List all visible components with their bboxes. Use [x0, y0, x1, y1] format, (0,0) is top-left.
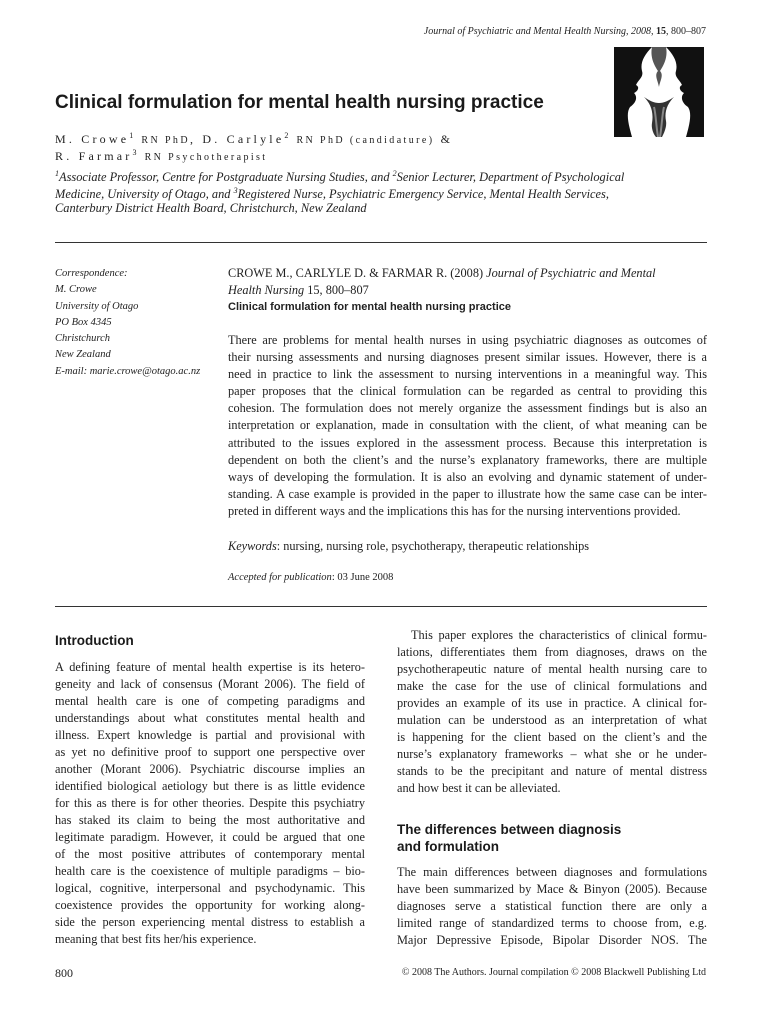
author-name: , D. Carlyle: [189, 132, 285, 146]
abstract-line: standing. A case example is provided in the paper to illustrate how the same case can be inter-: [228, 486, 707, 501]
body-line: legitimate paradigm. However, it could be argued that one: [55, 830, 365, 844]
journal-pages: , 800–807: [666, 26, 706, 37]
body-line: mental health care is one of competing paradigms and: [55, 694, 365, 708]
body-line: Major Depressive Episode, Bipolar Disorder NOS. The: [397, 933, 707, 947]
correspondence-email: E-mail: marie.crowe@otago.ac.nz: [55, 365, 201, 377]
citation-journal-cont: Health Nursing: [228, 283, 305, 297]
correspondence-line: PO Box 4345: [55, 316, 112, 328]
body-line: This paper explores the characteristics of clinical formu-: [411, 628, 707, 642]
correspondence-label: Correspondence:: [55, 268, 128, 279]
keywords-label: Keywords: [228, 539, 277, 553]
body-line: identified biological aetiology but there is as little evidence: [55, 779, 365, 793]
affiliation-line: [55, 199, 715, 217]
author-connector: &: [434, 132, 454, 146]
article-title: Clinical formulation for mental health nursing practice: [55, 92, 544, 113]
abstract-line: dependent on both the client’s and the nurse’s explanatory frameworks, there are multiple: [228, 452, 707, 467]
abstract-line: There are problems for mental health nurses in using psychiatric diagnoses as outcomes of: [228, 333, 707, 347]
body-line: stands to be the precipitant and nature of mental distress: [397, 764, 707, 778]
author-credentials: RN Psychotherapist: [139, 152, 268, 163]
citation-block: [228, 265, 708, 299]
body-line: illness. Expert knowledge is partial and provisional with: [55, 728, 365, 742]
correspondence-line: New Zealand: [55, 349, 111, 361]
abstract-line: preted in different ways and the implications this has for the nursing interventions provided.: [228, 503, 681, 518]
abstract: [228, 332, 707, 520]
body-line: logical, cognitive, interpersonal and psychodynamic. This: [55, 881, 365, 895]
body-line: mulation can be understood as an interpretation of what: [397, 713, 707, 727]
body-line: psychotherapeutic nature of mental health nursing care to: [397, 662, 707, 676]
body-line: limited range of standardized terms to choose from, e.g.: [397, 916, 707, 930]
body-line: diagnoses serve a statistical function there are only a: [397, 899, 707, 913]
author-credentials: RN PhD (candidature): [291, 135, 435, 146]
body-line: meaning that best fits her/his experience.: [55, 932, 257, 946]
abstract-line: paper proposes that the clinical formulation can be regarded as central to providing this: [228, 384, 707, 399]
body-line: lations, differentiates them from diagnoses, draws on the: [397, 645, 707, 659]
accepted-date: [228, 572, 393, 583]
body-line: understandings about what constitutes mental health and: [55, 711, 365, 725]
correspondence-block: [55, 266, 225, 380]
body-line: geneity and lack of consensus (Morant 2006). The field of: [55, 677, 365, 691]
running-header: [424, 26, 706, 37]
body-line: health care is the coexistence of multiple paradigms – bio-: [55, 864, 365, 878]
abstract-line: interpretation or explanation, made in consultation with the client, of what meaning can be: [228, 418, 707, 433]
page-number: 800: [55, 966, 73, 980]
citation-authors: CROWE M., CARLYLE D. & FARMAR R. (2008): [228, 266, 487, 280]
abstract-line: attributed to the issues explored in the assessment process. Because this interpretation is: [228, 435, 707, 450]
section-heading-introduction: Introduction: [55, 633, 134, 648]
citation-title: Clinical formulation for mental health nursing practice: [228, 301, 511, 313]
abstract-line: ways of developing the formulation. It is also an evolving and dynamic statement of under-: [228, 469, 707, 484]
body-line: and how best it can be alleviated.: [397, 781, 561, 795]
author-credentials: RN PhD: [136, 135, 190, 146]
author-superscript: 2: [284, 131, 292, 140]
body-line: provides an example of its use in practice. A clinical for-: [397, 696, 707, 710]
accepted-text: : 03 June 2008: [331, 572, 394, 583]
correspondence-line: Christchurch: [55, 333, 111, 345]
body-line: as yet no definitive proof to support one perspective over: [55, 745, 365, 759]
body-line: of the most positive attributes of contemporary mental: [55, 847, 365, 861]
right-column-paragraph-1: [397, 627, 707, 797]
section-heading-differences: The differences between diagnosis: [397, 822, 622, 837]
author-superscript: 3: [132, 148, 140, 157]
correspondence-line: University of Otago: [55, 300, 139, 312]
header-divider: [55, 242, 707, 243]
body-line: The main differences between diagnoses and formulations: [397, 865, 707, 879]
author-superscript: 1: [129, 131, 137, 140]
journal-logo: [614, 47, 704, 137]
author-name: R. Farmar: [55, 149, 133, 163]
abstract-line: their nursing assessments and nursing diagnoses present similar issues. However, there is a: [228, 350, 707, 365]
body-line: nurse’s explanatory frameworks – what she or he under-: [397, 747, 707, 761]
introduction-body: [55, 659, 365, 948]
section-heading-differences-cont: and formulation: [397, 839, 499, 854]
body-line: side the person experiencing mental distress to establish a: [55, 915, 365, 929]
body-line: for this as there is for other theories. Despite this psychiatry: [55, 796, 365, 810]
journal-name: Journal of Psychiatric and Mental Health Nursing,: [423, 26, 631, 37]
affiliation-superscript: 3: [233, 186, 238, 195]
keywords: [228, 539, 589, 554]
journal-year: 2008,: [631, 26, 656, 37]
author-name: M. Crowe: [55, 132, 130, 146]
affiliation-text: Senior Lecturer, Department of Psychological: [396, 170, 625, 185]
copyright: © 2008 The Authors. Journal compilation © 2008 Blackwell Publishing Ltd: [401, 967, 706, 978]
abstract-line: need in practice to link the assessment to nursing interventions in a meaningful way. This: [228, 367, 707, 382]
right-column-paragraph-2: [397, 864, 707, 949]
body-line: another (Morant 2006). Psychiatric discourse implies an: [55, 762, 365, 776]
body-line: coexistence provides the opportunity for working along-: [55, 898, 365, 912]
affiliation-superscript: 1: [55, 169, 59, 178]
body-line: is happening for the client based on the client’s and the: [397, 730, 707, 744]
abstract-divider: [55, 606, 707, 607]
journal-volume: 15: [656, 26, 666, 37]
keywords-text: : nursing, nursing role, psychotherapy, therapeutic relationships: [276, 539, 590, 553]
citation-volume-pages: 15, 800–807: [304, 283, 369, 297]
affiliation-superscript: 2: [392, 169, 397, 178]
abstract-line: cohesion. The formulation does not merely organize the assessment findings but is also an: [228, 401, 707, 416]
affiliation-text: Registered Nurse, Psychiatric Emergency Service, Mental Health Services,: [237, 187, 609, 202]
body-line: A defining feature of mental health expertise is its hetero-: [55, 660, 365, 674]
affiliation-text: Canterbury District Health Board, Christchurch, New Zealand: [55, 201, 367, 215]
correspondence-line: M. Crowe: [55, 284, 97, 296]
body-line: have been summarized by Mace & Binyon (2005). Because: [397, 882, 707, 896]
body-line: make the case for the use of clinical formulations and: [397, 679, 707, 693]
authors-line-2: [55, 144, 268, 166]
citation-journal: Journal of Psychiatric and Mental: [486, 266, 656, 280]
facing-heads-logo-icon: [614, 47, 704, 137]
body-line: has staked its claim to being the most authoritative and: [55, 813, 365, 827]
affiliation-text: Associate Professor, Centre for Postgraduate Nursing Studies, and: [59, 170, 393, 185]
accepted-label: Accepted for publication: [228, 572, 332, 583]
affiliation-text: Medicine, University of Otago, and: [55, 187, 234, 202]
